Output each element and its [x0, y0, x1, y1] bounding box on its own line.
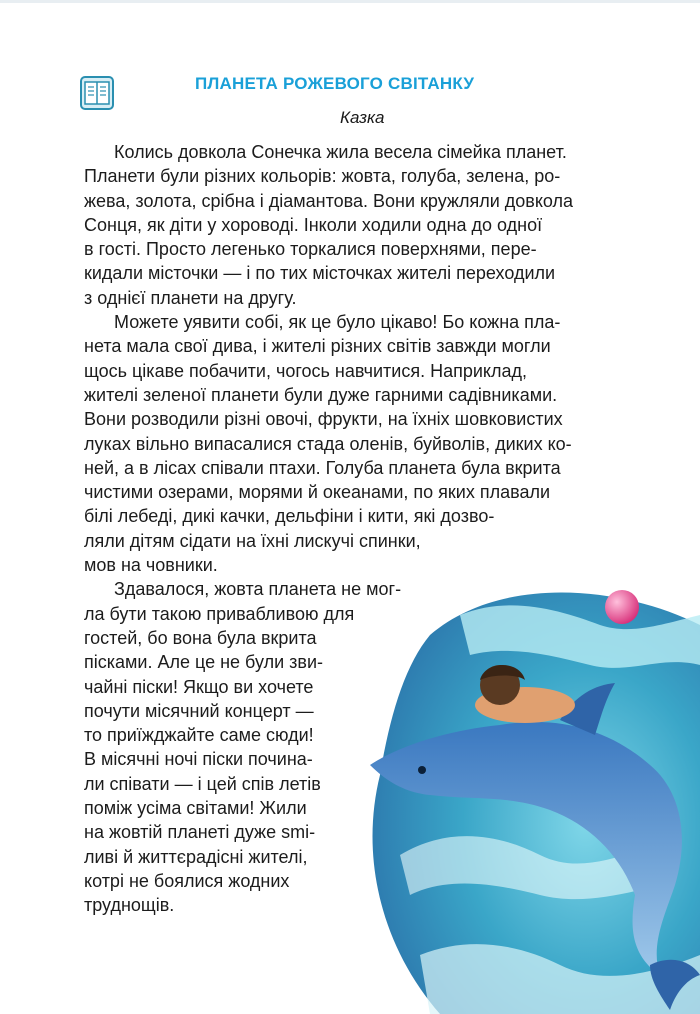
text-line: гостей, бо вона була вкрита: [84, 627, 317, 648]
text-line: котрі не боялися жодних: [84, 870, 290, 891]
text-line: мов на човники.: [84, 555, 218, 576]
text-line: В місячні ночі піски почина-: [84, 749, 313, 770]
story-subtitle: Казка: [340, 108, 385, 127]
text-line: кидали місточки — і по тих місточках жителі переходили: [84, 263, 556, 284]
text-line: луках вільно випасалися стада оленів, буйволів, диких ко-: [84, 433, 572, 454]
text-line: чайні піски! Якщо ви хочете: [84, 676, 314, 697]
text-line: з однієї планети на другу.: [84, 287, 297, 308]
text-line: щось цікаве побачити, чогось навчитися. Наприклад,: [84, 360, 528, 381]
text-line: труднощів.: [84, 895, 175, 916]
story-text: [84, 140, 573, 918]
text-line: пісками. Але це не були зви-: [84, 652, 323, 673]
text-line: ливі й життєрадісні жителі,: [84, 846, 308, 867]
text-line: Можете уявити собі, як це було цікаво! Бо кожна пла-: [114, 312, 561, 333]
text-line: почути місячний концерт —: [84, 700, 314, 721]
text-line: поміж усіма світами! Жили: [84, 798, 307, 819]
text-line: Сонця, як діти у хороводі. Інколи ходили одна до одної: [84, 214, 543, 235]
text-line: жева, золота, срібна і діамантова. Вони кружляли довкола: [84, 190, 574, 211]
text-line: ляли дітям сідати на їхні лискучі спинки,: [84, 530, 421, 551]
text-line: то приїжджайте саме сюди!: [84, 725, 314, 746]
top-border: [0, 0, 700, 3]
text-line: Вони розводили різні овочі, фрукти, на їхніх шовковистих: [84, 409, 563, 430]
text-line: нета мала свої дива, і жителі різних світів завжди могли: [84, 336, 551, 357]
text-line: в гості. Просто легенько торкалися поверхнями, пере-: [84, 239, 537, 260]
text-line: Колись довкола Сонечка жила весела сімейка планет.: [114, 142, 567, 162]
text-line: ли співати — і цей спів летів: [84, 773, 321, 794]
text-line: чистими озерами, морями й океанами, по яких плавали: [84, 482, 551, 503]
text-line: жителі зеленої планети були дуже гарними садівниками.: [84, 384, 558, 405]
text-line: ла бути такою привабливою для: [84, 603, 355, 624]
text-line: білі лебеді, дикі качки, дельфіни і кити, які дозво-: [84, 506, 495, 527]
book-icon: [80, 76, 114, 110]
text-line: Здавалося, жовта планета не мог-: [114, 579, 402, 600]
text-line: Планети були різних кольорів: жовта, голуба, зелена, ро-: [84, 166, 561, 187]
story-title: ПЛАНЕТА РОЖЕВОГО СВІТАНКУ: [195, 74, 475, 93]
text-line: на жовтій планеті дуже smi-: [84, 822, 316, 843]
text-line: ней, а в лісах співали птахи. Голуба планета була вкрита: [84, 457, 561, 478]
